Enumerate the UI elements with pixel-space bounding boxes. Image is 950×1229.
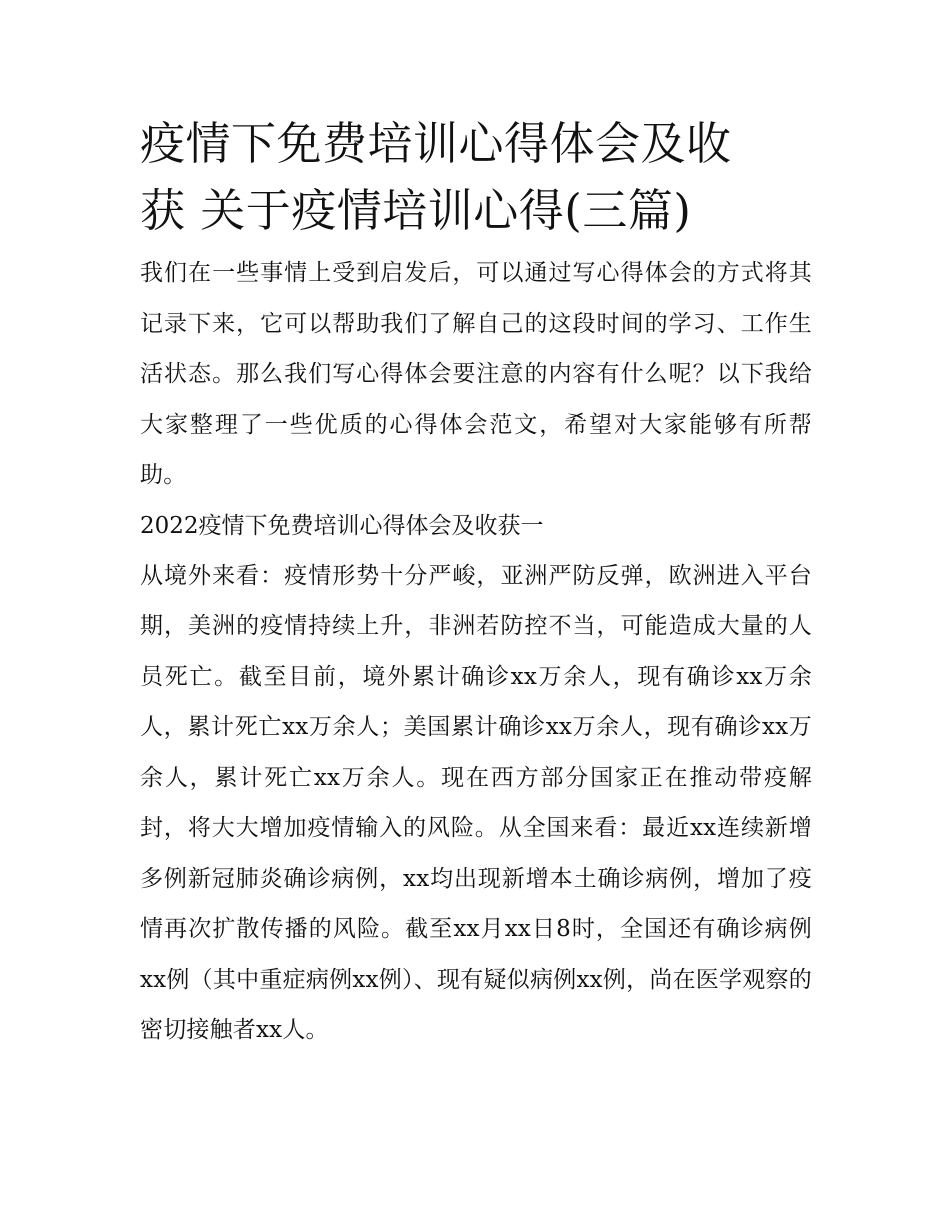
document-content [140,110,812,1056]
document-title: 疫情下免费培训心得体会及收 获 关于疫情培训心得(三篇) [140,117,732,237]
intro-paragraph: 我们在一些事情上受到启发后，可以通过写心得体会的方式将其记录下来，它可以帮助我们了解自己的这段时间的学习、工作生活状态。那么我们写心得体会要注意的内容有什么呢？以下我给大家整理了一些优质的心得体会范文，希望对大家能够有所帮助。 [140,260,812,488]
body-paragraph: 从境外来看：疫情形势十分严峻，亚洲严防反弹，欧洲进入平台期，美洲的疫情持续上升，非洲若防控不当，可能造成大量的人员死亡。截至目前，境外累计确诊xx万余人，现有确诊xx万余人，累计死亡xx万余人；美国累计确诊xx万余人，现有确诊xx万余人，累计死亡xx万余人。现在西方部分国家正在推动带疫解封，将大大增加疫情输入的风险。从全国来看：最近xx连续新增多例新冠肺炎确诊病例，xx均出现新增本土确诊病例，增加了疫情再次扩散传播的风险。截至xx月xx日8时，全国还有确诊病例xx例（其中重症病例xx例）、现有疑似病例xx例，尚在医学观察的密切接触者xx人。 [140,562,812,1043]
section-heading: 2022疫情下免费培训心得体会及收获一 [140,512,544,539]
